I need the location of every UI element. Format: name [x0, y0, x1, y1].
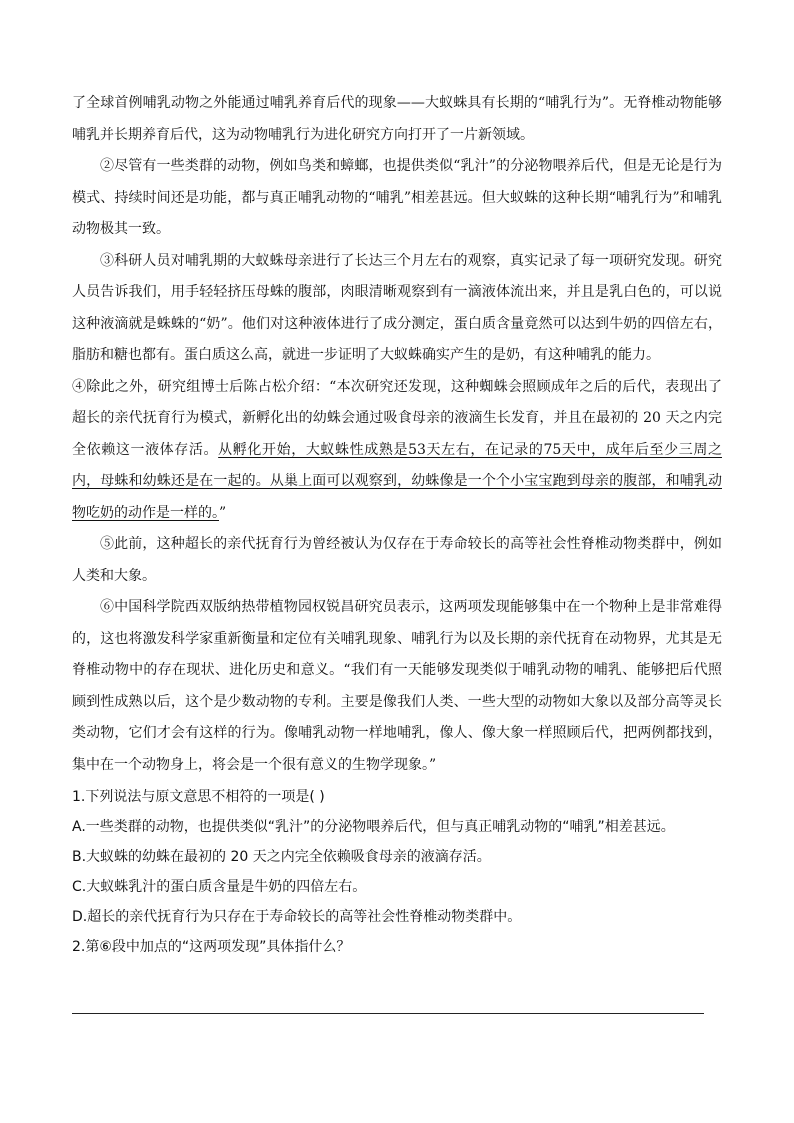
question-1-option-c: C.大蚁蛛乳汁的蛋白质含量是牛奶的四倍左右。	[72, 879, 367, 895]
paragraph-4-text: ④除此之外，研究组博士后陈占松介绍：“本次研究还发现，这种蜘蛛会照顾成年之后的后代，表现出了超长的亲代抚育行为模式，新孵化出的幼蛛会通过吸食母亲的液滴生长发育，并且在最初的 20 天之内完全依赖这一液体存活。	[72, 378, 722, 458]
paragraph-5: ⑤此前，这种超长的亲代抚育行为曾经被认为仅存在于寿命较长的高等社会性脊椎动物类群中，例如人类和大象。	[72, 536, 722, 584]
document-body	[72, 88, 722, 962]
paragraph-1-continued: 了全球首例哺乳动物之外能通过哺乳养育后代的现象——大蚁蛛具有长期的“哺乳行为”。无脊椎动物能够哺乳并长期养育后代，这为动物哺乳行为进化研究方向打开了一片新领域。	[72, 95, 722, 143]
paragraph-3: ③科研人员对哺乳期的大蚁蛛母亲进行了长达三个月左右的观察，真实记录了每一项研究发现。研究人员告诉我们，用手轻轻挤压母蛛的腹部，肉眼清晰观察到有一滴液体流出来，并且是乳白色的，可以说这种液滴就是蛛蛛的“奶”。他们对这种液体进行了成分测定，蛋白质含量竟然可以达到牛奶的四倍左右，脂肪和糖也都有。蛋白质这么高，就进一步证明了大蚁蛛确实产生的是奶，有这种哺乳的能力。	[72, 252, 722, 363]
paragraph-6: ⑥中国科学院西双版纳热带植物园权锐昌研究员表示，这两项发现能够集中在一个物种上是非常难得的，这也将激发科学家重新衡量和定位有关哺乳现象、哺乳行为以及长期的亲代抚育在动物界，尤其是无脊椎动物中的存在现状、进化历史和意义。“我们有一天能够发现类似于哺乳动物的哺乳、能够把后代照顾到性成熟以后，这个是少数动物的专利。主要是像我们人类、一些大型的动物如大象以及部分高等灵长类动物，它们才会有这样的行为。像哺乳动物一样地哺乳，像人、像大象一样照顾后代，把两例都找到，集中在一个动物身上，将会是一个很有意义的生物学现象。”	[72, 599, 722, 773]
paragraph-2: ②尽管有一些类群的动物，例如鸟类和蟑螂，也提供类似“乳汁”的分泌物喂养后代，但是无论是行为模式、持续时间还是功能，都与真正哺乳动物的“哺乳”相差甚远。但大蚁蛛的这种长期“哺乳行为”和哺乳动物极其一致。	[72, 158, 722, 237]
paragraph-4-closing-quote: ”	[219, 504, 227, 521]
paragraph-4-underlined-text: 从孵化开始，大蚁蛛性成熟是53天左右，在记录的75天中，成年后至少三周之内，母蛛和幼蛛还是在一起的。从巢上面可以观察到，幼蛛像是一个个小宝宝跑到母亲的腹部，和哺乳动物吃奶的动作是一样的。	[72, 441, 722, 521]
question-1-option-b: B.大蚁蛛的幼蛛在最初的 20 天之内完全依赖吸食母亲的液滴存活。	[72, 849, 491, 865]
question-1: 1.下列说法与原文意思不相符的一项是( )	[72, 789, 325, 805]
question-1-option-d: D.超长的亲代抚育行为只存在于寿命较长的高等社会性脊椎动物类群中。	[72, 909, 522, 925]
question-2: 2.第⑥段中加点的“这两项发现”具体指什么？	[72, 939, 351, 955]
paragraph-4	[72, 372, 722, 530]
answer-line[interactable]	[72, 1013, 704, 1014]
question-1-option-a: A.一些类群的动物，也提供类似“乳汁”的分泌物喂养后代，但与真正哺乳动物的“哺乳”相差甚远。	[72, 819, 675, 835]
